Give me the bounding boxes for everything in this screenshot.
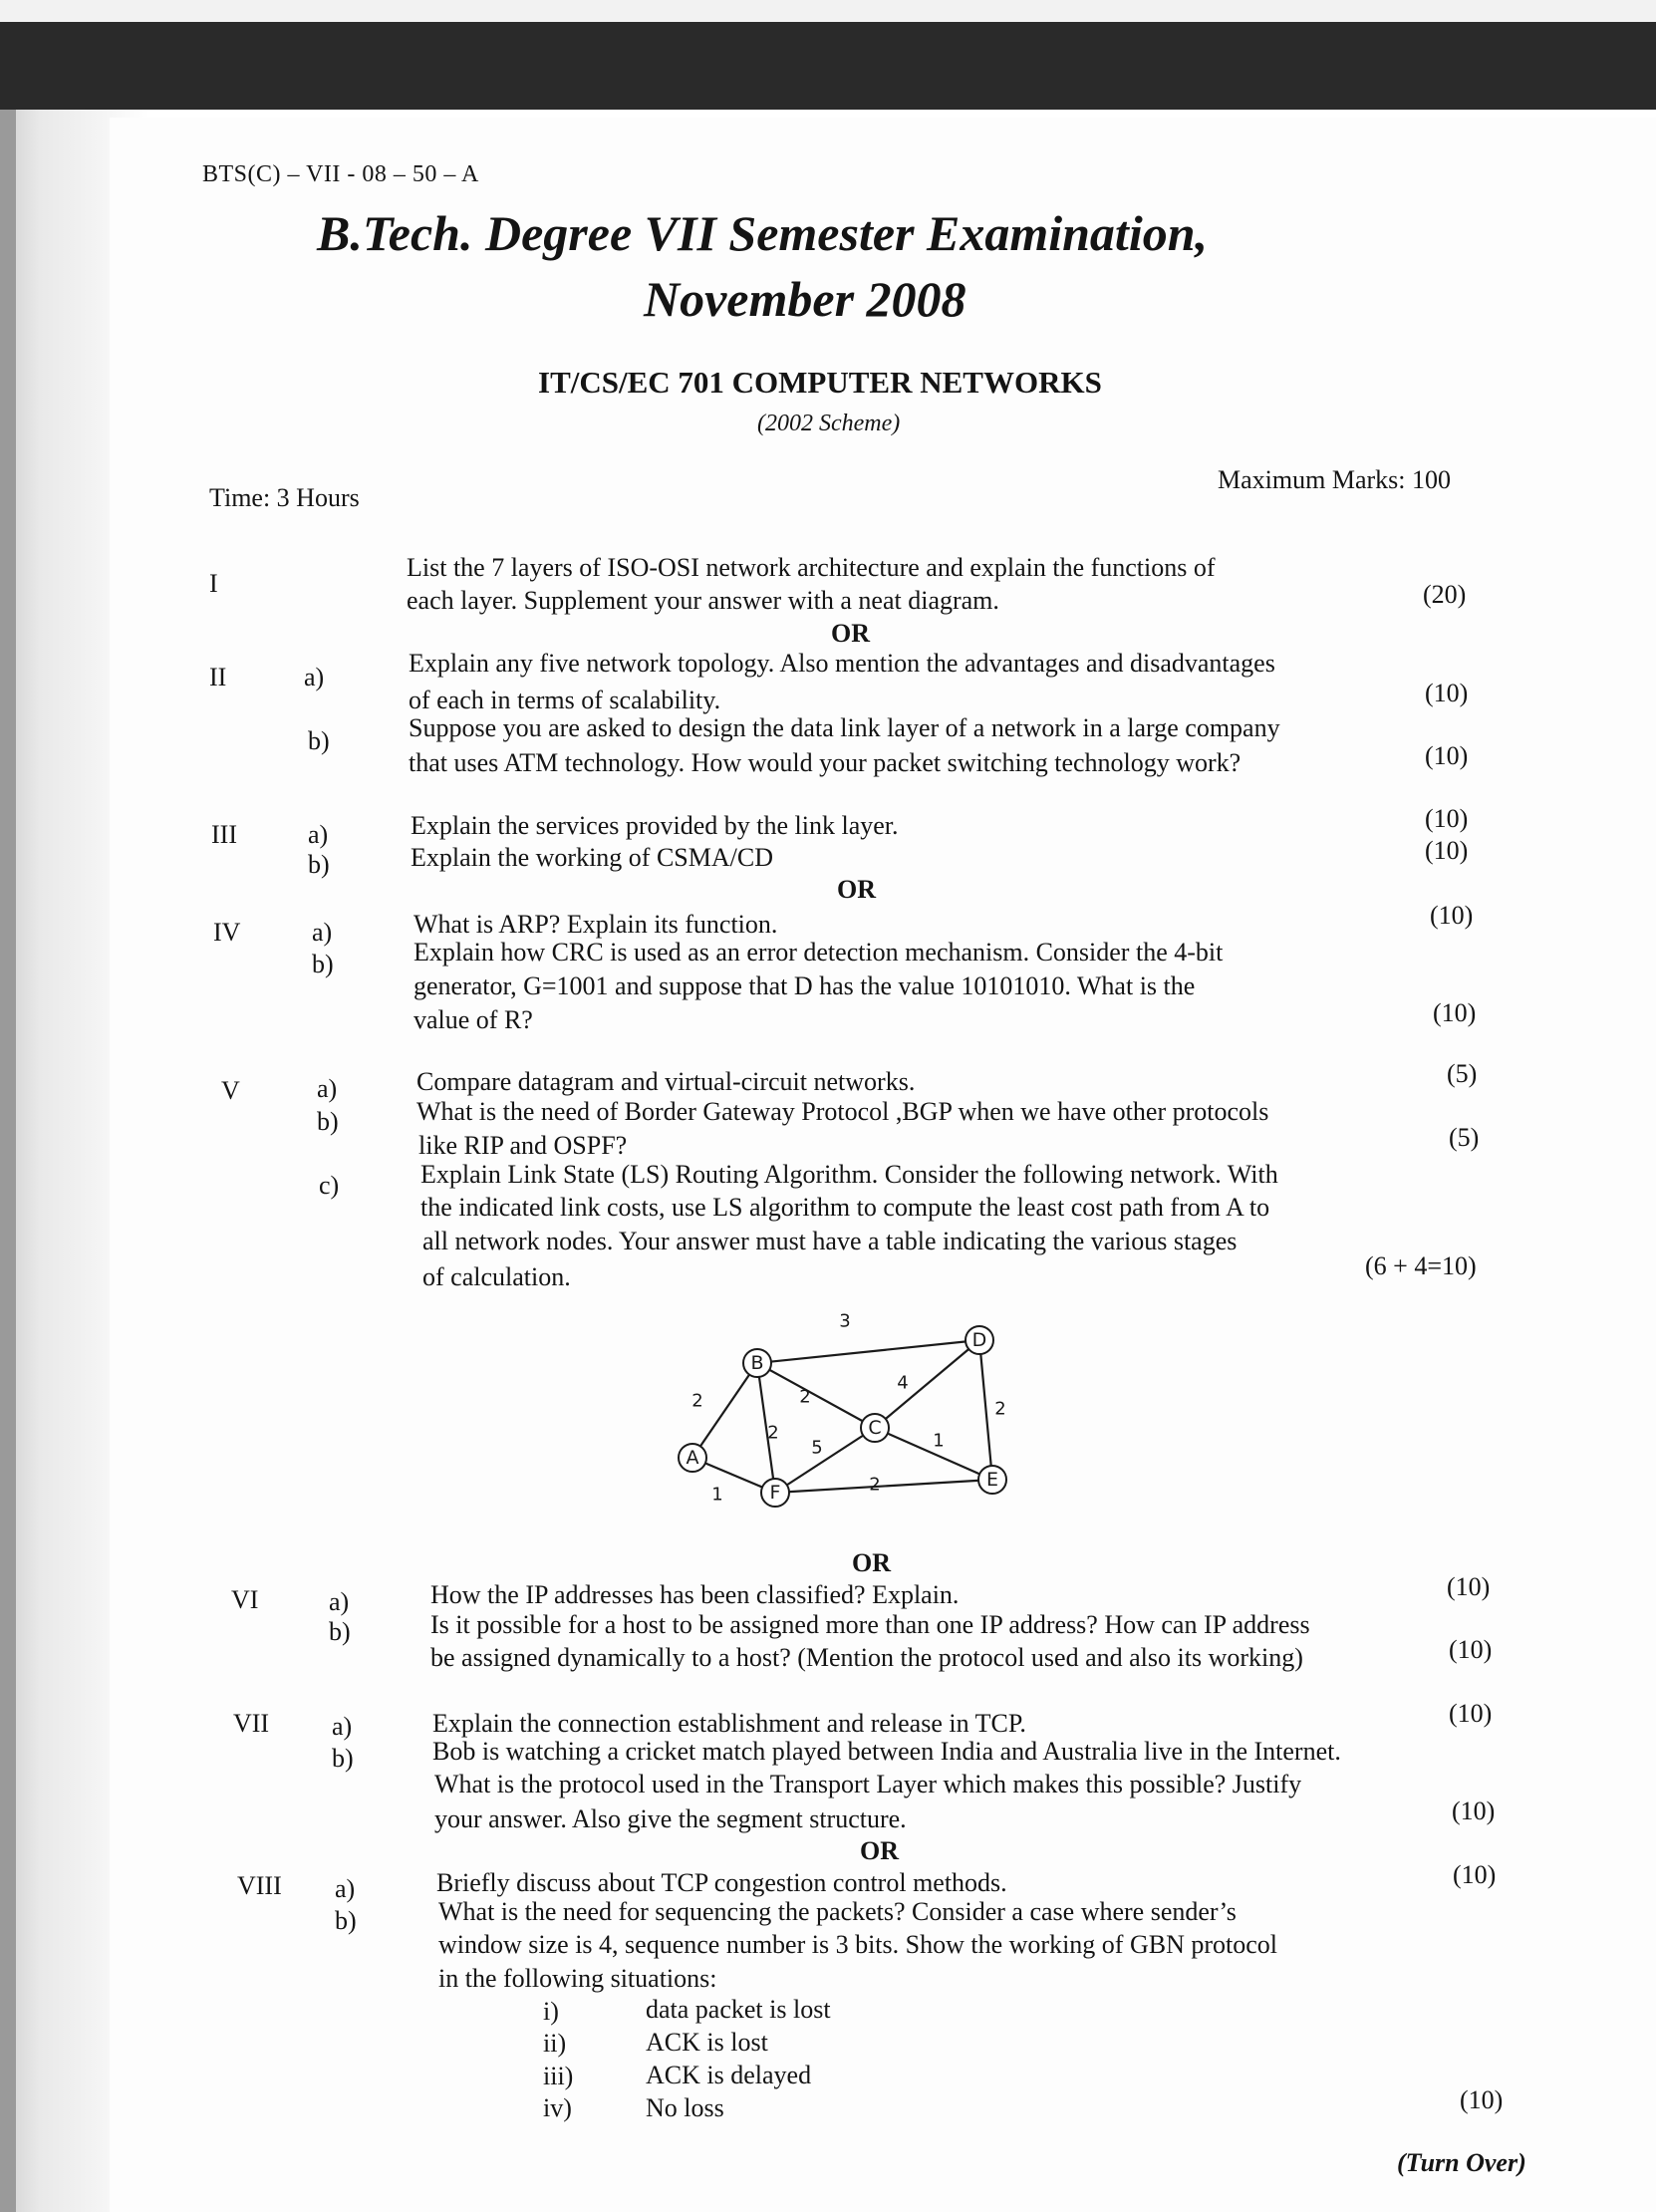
graph-node-label: F: [769, 1482, 781, 1504]
list-item-number: ii): [543, 2029, 567, 2058]
sub-question-label: b): [308, 850, 330, 879]
question-text: What is ARP? Explain its function.: [414, 910, 778, 939]
question-marks: (10): [1449, 1699, 1493, 1728]
question-text: all network nodes. Your answer must have a table indicating the various stages: [422, 1227, 1238, 1255]
question-text: of calculation.: [422, 1262, 571, 1291]
question-text: like RIP and OSPF?: [418, 1131, 628, 1160]
sub-question-label: b): [312, 950, 334, 978]
question-text: Explain how CRC is used as an error detection mechanism. Consider the 4-bit: [414, 938, 1224, 967]
or-separator: OR: [837, 875, 876, 904]
question-marks: (10): [1425, 836, 1469, 865]
sub-question-label: a): [308, 820, 329, 849]
exam-title-line1: B.Tech. Degree VII Semester Examination,: [317, 205, 1209, 261]
question-text: Explain Link State (LS) Routing Algorithm. Consider the following network. With: [420, 1160, 1278, 1189]
sub-question-label: c): [319, 1171, 340, 1200]
list-item-text: ACK is lost: [646, 2028, 768, 2057]
edge-cost-label: 2: [691, 1390, 703, 1412]
question-number-7: VII: [233, 1709, 270, 1738]
list-item-text: data packet is lost: [646, 1995, 831, 2024]
edge-cost-label: 2: [767, 1422, 779, 1444]
question-text: Explain any five network topology. Also mention the advantages and disadvantages: [409, 649, 1275, 678]
question-marks: (10): [1453, 1860, 1497, 1889]
or-separator: OR: [831, 619, 870, 648]
question-marks: (10): [1430, 901, 1474, 930]
scan-fold-edge: [0, 0, 16, 2212]
question-text: each layer. Supplement your answer with a neat diagram.: [407, 586, 999, 615]
edge-cost-label: 2: [994, 1398, 1006, 1420]
question-text: your answer. Also give the segment structure.: [434, 1804, 907, 1833]
graph-node-label: A: [686, 1447, 699, 1469]
edge-cost-label: 1: [933, 1430, 945, 1452]
sub-question-label: a): [312, 918, 333, 947]
question-marks: (10): [1447, 1572, 1491, 1601]
list-item-number: iv): [543, 2093, 572, 2122]
edge-cost-label: 2: [869, 1474, 881, 1496]
graph-edge-f-e: [775, 1480, 992, 1493]
sub-question-label: b): [329, 1617, 351, 1646]
graph-node-label: C: [868, 1417, 882, 1439]
question-number-3: III: [211, 820, 237, 849]
question-text: the indicated link costs, use LS algorithm to compute the least cost path from A to: [420, 1193, 1270, 1222]
or-separator: OR: [852, 1548, 891, 1577]
question-number-8: VIII: [237, 1871, 282, 1900]
question-text: List the 7 layers of ISO-OSI network architecture and explain the functions of: [407, 553, 1216, 582]
question-text: generator, G=1001 and suppose that D has the value 10101010. What is the: [414, 971, 1196, 1000]
question-marks: (6 + 4=10): [1365, 1251, 1477, 1280]
subject-title: IT/CS/EC 701 COMPUTER NETWORKS: [538, 365, 1102, 400]
question-marks: (10): [1449, 1635, 1493, 1664]
question-marks: (20): [1423, 580, 1467, 609]
edge-cost-label: 2: [799, 1386, 811, 1408]
question-number-6: VI: [231, 1585, 259, 1614]
sub-question-label: b): [332, 1744, 354, 1773]
network-graph-diagram: [658, 1305, 1056, 1515]
sub-question-label: a): [304, 663, 325, 691]
edge-cost-label: 3: [839, 1310, 851, 1332]
question-marks: (10): [1425, 804, 1469, 833]
question-text: How the IP addresses has been classified? Explain.: [430, 1580, 960, 1609]
sub-question-label: b): [308, 726, 330, 755]
question-text: Suppose you are asked to design the data link layer of a network in a large company: [409, 713, 1280, 742]
question-number-2: II: [209, 663, 227, 691]
scheme-label: (2002 Scheme): [757, 411, 901, 436]
sub-question-label: b): [335, 1906, 357, 1935]
question-marks: (5): [1447, 1059, 1478, 1088]
question-text: that uses ATM technology. How would your packet switching technology work?: [409, 748, 1242, 777]
graph-edge-b-d: [757, 1340, 979, 1363]
list-item-number: iii): [543, 2062, 574, 2090]
question-text: be assigned dynamically to a host? (Mention the protocol used and also its working): [430, 1643, 1303, 1672]
scan-top-edge: [0, 0, 1656, 22]
graph-edge-c-d: [875, 1340, 979, 1428]
list-item-number: i): [543, 1997, 559, 2026]
question-text: value of R?: [414, 1005, 533, 1034]
sub-question-label: a): [317, 1074, 338, 1103]
sub-question-label: a): [332, 1712, 353, 1741]
graph-node-label: D: [971, 1329, 987, 1351]
question-number-1: I: [209, 569, 218, 598]
question-text: in the following situations:: [438, 1964, 717, 1993]
sub-question-label: a): [329, 1587, 350, 1616]
exam-time: Time: 3 Hours: [209, 483, 360, 512]
question-text: Compare datagram and virtual-circuit networks.: [416, 1067, 916, 1096]
question-text: Briefly discuss about TCP congestion control methods.: [436, 1868, 1007, 1897]
graph-edge-d-e: [979, 1340, 992, 1480]
question-marks: (10): [1425, 679, 1469, 707]
paper-code: BTS(C) – VII - 08 – 50 – A: [202, 161, 479, 187]
graph-edge-f-c: [775, 1428, 875, 1493]
graph-node-label: B: [750, 1352, 764, 1374]
question-marks: (10): [1425, 741, 1469, 770]
question-marks: (10): [1452, 1797, 1496, 1825]
exam-title-line2: November 2008: [644, 271, 966, 327]
list-item-text: No loss: [646, 2093, 724, 2122]
question-text: What is the need of Border Gateway Protocol ,BGP when we have other protocols: [416, 1097, 1269, 1126]
question-text: What is the protocol used in the Transport Layer which makes this possible? Justify: [434, 1770, 1302, 1798]
turn-over-note: (Turn Over): [1397, 2148, 1526, 2177]
question-number-5: V: [221, 1076, 240, 1105]
question-text: Explain the connection establishment and release in TCP.: [432, 1709, 1026, 1738]
question-marks: (5): [1449, 1123, 1480, 1152]
edge-cost-label: 4: [897, 1372, 909, 1394]
or-separator: OR: [860, 1836, 899, 1865]
graph-node-label: E: [985, 1469, 999, 1491]
question-marks: (10): [1433, 998, 1477, 1027]
maximum-marks: Maximum Marks: 100: [1218, 465, 1451, 494]
question-text: window size is 4, sequence number is 3 bits. Show the working of GBN protocol: [438, 1930, 1278, 1959]
edge-cost-label: 5: [811, 1437, 823, 1459]
edge-cost-label: 1: [711, 1484, 723, 1506]
question-text: of each in terms of scalability.: [409, 686, 721, 714]
question-text: Explain the working of CSMA/CD: [411, 843, 773, 872]
list-item-text: ACK is delayed: [646, 2061, 812, 2089]
question-text: Bob is watching a cricket match played between India and Australia live in the Internet.: [432, 1737, 1341, 1766]
sub-question-label: a): [335, 1874, 356, 1903]
question-number-4: IV: [213, 918, 241, 947]
graph-edge-b-c: [757, 1363, 875, 1428]
question-text: Explain the services provided by the link layer.: [411, 811, 899, 840]
question-marks: (10): [1460, 2085, 1504, 2114]
question-text: What is the need for sequencing the packets? Consider a case where sender’s: [438, 1897, 1237, 1926]
question-text: Is it possible for a host to be assigned more than one IP address? How can IP address: [430, 1610, 1310, 1639]
sub-question-label: b): [317, 1107, 339, 1136]
